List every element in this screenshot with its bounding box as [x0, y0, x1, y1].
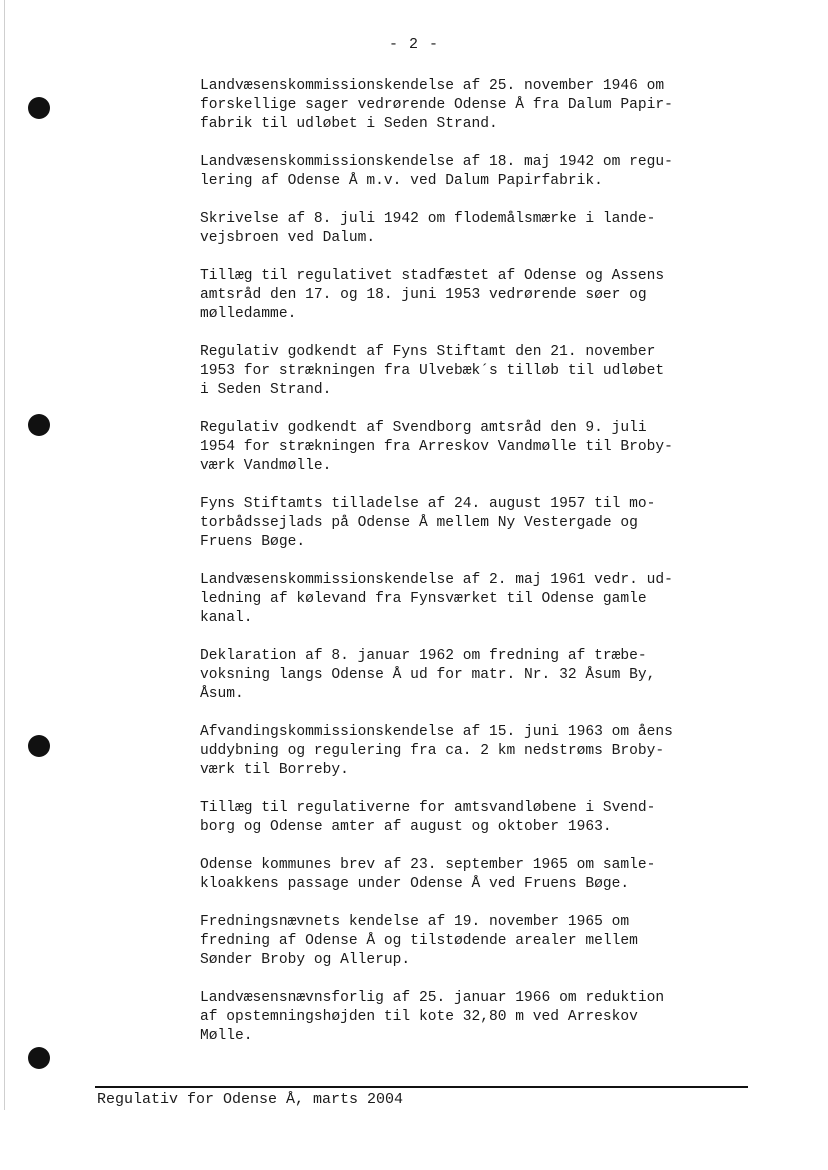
- entry-line: Regulativ godkendt af Svendborg amtsråd den 9. juli: [200, 420, 647, 436]
- binder-hole: [28, 414, 50, 436]
- footer-rule: [95, 1086, 748, 1088]
- document-entry: [200, 267, 664, 324]
- document-entry: [200, 153, 673, 191]
- entry-line: ledning af kølevand fra Fynsværket til Odense gamle: [200, 591, 647, 607]
- page-number: - 2 -: [388, 36, 439, 53]
- document-entry: [200, 799, 655, 837]
- entry-line: vejsbroen ved Dalum.: [200, 230, 376, 246]
- document-entry: [200, 989, 664, 1046]
- entry-line: kloakkens passage under Odense Å ved Fruens Bøge.: [200, 876, 630, 892]
- entry-line: Deklaration af 8. januar 1962 om fredning af træbe-: [200, 648, 647, 664]
- entry-line: Landvæsenskommissionskendelse af 25. november 1946 om: [200, 78, 665, 94]
- entry-line: forskellige sager vedrørende Odense Å fra Dalum Papir-: [200, 97, 673, 113]
- entry-line: Tillæg til regulativet stadfæstet af Odense og Assens: [200, 268, 665, 284]
- entry-line: Skrivelse af 8. juli 1942 om flodemålsmærke i lande-: [200, 211, 656, 227]
- entry-line: Landvæsenskommissionskendelse af 2. maj 1961 vedr. ud-: [200, 572, 673, 588]
- document-entry: [200, 419, 673, 476]
- document-entry: [200, 647, 655, 704]
- document-entry: [200, 856, 655, 894]
- entry-line: uddybning og regulering fra ca. 2 km nedstrøms Broby-: [200, 743, 665, 759]
- entry-line: Fredningsnævnets kendelse af 19. november 1965 om: [200, 914, 630, 930]
- document-entry: [200, 495, 655, 552]
- entry-line: fabrik til udløbet i Seden Strand.: [200, 116, 498, 132]
- entry-line: værk Vandmølle.: [200, 458, 332, 474]
- entry-line: Fruens Bøge.: [200, 534, 306, 550]
- entry-line: Mølle.: [200, 1028, 253, 1044]
- entry-line: 1954 for strækningen fra Arreskov Vandmølle til Broby-: [200, 439, 673, 455]
- entry-line: Tillæg til regulativerne for amtsvandløbene i Svend-: [200, 800, 656, 816]
- document-entry: [200, 571, 673, 628]
- document-entry: [200, 723, 673, 780]
- entry-line: værk til Borreby.: [200, 762, 349, 778]
- entry-line: Åsum.: [200, 686, 244, 702]
- entry-line: Landvæsensnævnsforlig af 25. januar 1966 om reduktion: [200, 990, 665, 1006]
- binder-hole: [28, 735, 50, 757]
- page-edge: [4, 0, 5, 1110]
- entry-line: Landvæsenskommissionskendelse af 18. maj 1942 om regu-: [200, 154, 673, 170]
- entry-line: af opstemningshøjden til kote 32,80 m ved Arreskov: [200, 1009, 638, 1025]
- document-entry: [200, 77, 673, 134]
- entry-line: Afvandingskommissionskendelse af 15. juni 1963 om åens: [200, 724, 673, 740]
- footer-text: Regulativ for Odense Å, marts 2004: [97, 1091, 404, 1108]
- entry-line: lering af Odense Å m.v. ved Dalum Papirfabrik.: [200, 173, 603, 189]
- binder-hole: [28, 97, 50, 119]
- entry-line: amtsråd den 17. og 18. juni 1953 vedrørende søer og: [200, 287, 647, 303]
- document-entry: [200, 343, 664, 400]
- entry-line: 1953 for strækningen fra Ulvebæk´s tilløb til udløbet: [200, 363, 665, 379]
- document-entry: [200, 210, 655, 248]
- entry-line: Regulativ godkendt af Fyns Stiftamt den 21. november: [200, 344, 656, 360]
- entry-line: torbådssejlads på Odense Å mellem Ny Vestergade og: [200, 515, 638, 531]
- entry-line: fredning af Odense Å og tilstødende arealer mellem: [200, 933, 638, 949]
- binder-hole: [28, 1047, 50, 1069]
- entry-line: i Seden Strand.: [200, 382, 332, 398]
- entry-line: Fyns Stiftamts tilladelse af 24. august 1957 til mo-: [200, 496, 656, 512]
- entry-line: Sønder Broby og Allerup.: [200, 952, 411, 968]
- entry-line: borg og Odense amter af august og oktober 1963.: [200, 819, 612, 835]
- entry-line: voksning langs Odense Å ud for matr. Nr. 32 Åsum By,: [200, 667, 656, 683]
- entry-line: kanal.: [200, 610, 253, 626]
- document-entry: [200, 913, 638, 970]
- entry-line: mølledamme.: [200, 306, 297, 322]
- entry-line: Odense kommunes brev af 23. september 1965 om samle-: [200, 857, 656, 873]
